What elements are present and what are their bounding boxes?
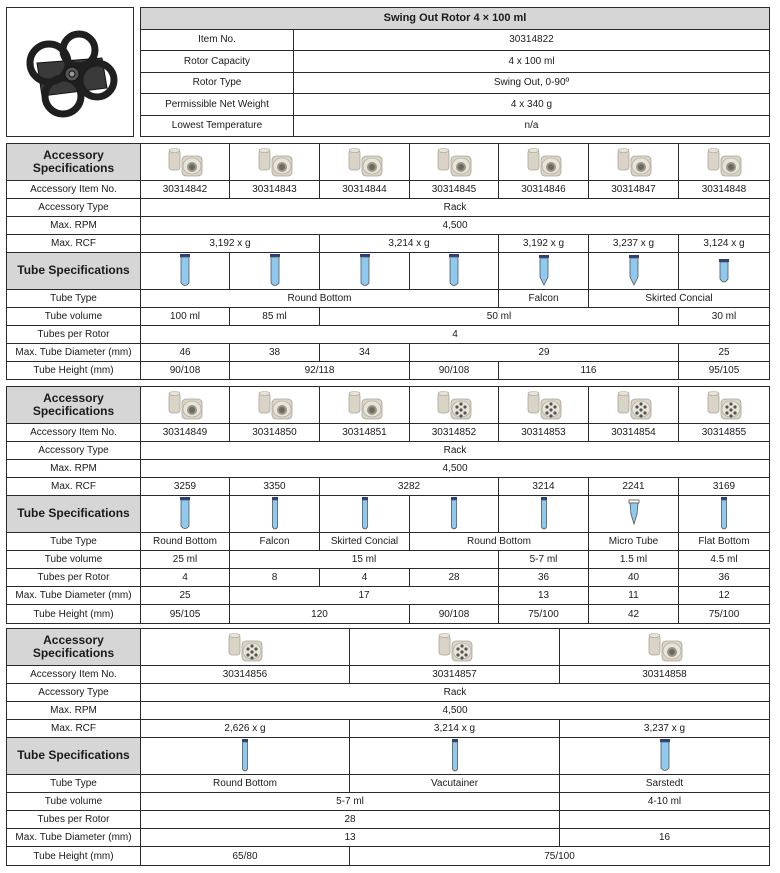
volume-cell: 5-7 ml [499, 551, 589, 569]
accessory-spec-heading: Accessory Specifications [7, 629, 141, 666]
diameter-cell: 46 [141, 344, 230, 362]
tube-icon [230, 496, 320, 533]
diameter-cell: 13 [141, 829, 560, 847]
tubes-per-rotor-label: Tubes per Rotor [7, 326, 141, 344]
tube-height-label: Tube Height (mm) [7, 362, 141, 380]
rack-adapter-icon [230, 387, 320, 424]
rcf-cell: 3,214 x g [320, 235, 499, 253]
height-cell: 42 [589, 605, 679, 624]
max-diameter-label: Max. Tube Diameter (mm) [7, 829, 141, 847]
volume-cell: 85 ml [230, 308, 320, 326]
rack-adapter-icon [589, 387, 679, 424]
max-rcf-label: Max. RCF [7, 720, 141, 738]
tubes-cell: 4 [320, 569, 410, 587]
swing-out-rotor-image [7, 8, 133, 136]
tubes-cell: 40 [589, 569, 679, 587]
tubes-per-rotor-value: 4 [141, 326, 770, 344]
diameter-cell: 29 [410, 344, 679, 362]
height-cell: 75/100 [679, 605, 770, 624]
item-cell: 30314843 [230, 181, 320, 199]
max-rpm-label: Max. RPM [7, 460, 141, 478]
net-weight-value: 4 x 340 g [294, 94, 770, 116]
tube-type-cell: Skirted Concial [589, 290, 770, 308]
diameter-cell: 16 [560, 829, 770, 847]
accessory-type-value: Rack [141, 684, 770, 702]
volume-cell: 25 ml [141, 551, 230, 569]
tube-type-cell: Round Bottom [410, 533, 589, 551]
item-cell: 30314858 [560, 666, 770, 684]
item-cell: 30314847 [589, 181, 679, 199]
diameter-cell: 25 [679, 344, 770, 362]
rotor-image [6, 7, 134, 137]
rcf-cell: 3,192 x g [141, 235, 320, 253]
rack-adapter-icon [141, 387, 230, 424]
max-diameter-label: Max. Tube Diameter (mm) [7, 344, 141, 362]
item-cell: 30314850 [230, 424, 320, 442]
tube-icon [679, 253, 770, 290]
diameter-cell: 17 [230, 587, 499, 605]
tubes-cell: 36 [499, 569, 589, 587]
tube-type-cell: Vacutainer [350, 775, 560, 793]
tube-type-label: Tube Type [7, 290, 141, 308]
item-cell: 30314845 [410, 181, 499, 199]
item-cell: 30314849 [141, 424, 230, 442]
item-cell: 30314853 [499, 424, 589, 442]
volume-cell: 4-10 ml [560, 793, 770, 811]
tube-volume-label: Tube volume [7, 793, 141, 811]
tubes-per-rotor-label: Tubes per Rotor [7, 811, 141, 829]
tube-type-cell: Skirted Concial [320, 533, 410, 551]
lowest-temp-label: Lowest Temperature [141, 115, 294, 137]
tube-icon [410, 253, 499, 290]
item-cell: 30314842 [141, 181, 230, 199]
rotor-type-label: Rotor Type [141, 72, 294, 94]
tube-height-label: Tube Height (mm) [7, 847, 141, 866]
diameter-cell: 38 [230, 344, 320, 362]
tube-type-cell: Falcon [230, 533, 320, 551]
tube-type-cell: Round Bottom [141, 775, 350, 793]
diameter-cell: 13 [499, 587, 589, 605]
max-rpm-label: Max. RPM [7, 702, 141, 720]
rotor-capacity-value: 4 x 100 ml [294, 51, 770, 73]
accessory-table-3 [6, 628, 770, 866]
item-cell: 30314852 [410, 424, 499, 442]
rack-adapter-icon [141, 144, 230, 181]
tube-icon [589, 496, 679, 533]
tube-type-cell: Micro Tube [589, 533, 679, 551]
rack-adapter-icon [230, 144, 320, 181]
item-cell: 30314856 [141, 666, 350, 684]
rack-adapter-icon [320, 144, 410, 181]
rotor-capacity-label: Rotor Capacity [141, 51, 294, 73]
tube-type-label: Tube Type [7, 775, 141, 793]
volume-cell: 4.5 ml [679, 551, 770, 569]
rack-adapter-icon [560, 629, 770, 666]
tubes-cell: 28 [410, 569, 499, 587]
accessory-table-1 [6, 143, 770, 380]
volume-cell: 100 ml [141, 308, 230, 326]
rotor-type-value: Swing Out, 0-90º [294, 72, 770, 94]
item-no-value: 30314822 [294, 29, 770, 51]
height-cell: 90/108 [410, 605, 499, 624]
item-cell: 30314857 [350, 666, 560, 684]
diameter-cell: 34 [320, 344, 410, 362]
tube-icon [410, 496, 499, 533]
height-cell: 65/80 [141, 847, 350, 866]
tube-icon [350, 738, 560, 775]
height-cell: 120 [230, 605, 410, 624]
tube-icon [320, 253, 410, 290]
tube-spec-heading: Tube Specifications [7, 253, 141, 290]
item-cell: 30314848 [679, 181, 770, 199]
tube-icon [141, 738, 350, 775]
tube-type-cell: Sarstedt [560, 775, 770, 793]
rcf-cell: 3214 [499, 478, 589, 496]
net-weight-label: Permissible Net Weight [141, 94, 294, 116]
tube-type-cell: Round Bottom [141, 533, 230, 551]
tube-type-cell: Flat Bottom [679, 533, 770, 551]
accessory-table-2 [6, 386, 770, 624]
tubes-cell: 36 [679, 569, 770, 587]
accessory-spec-heading: Accessory Specifications [7, 387, 141, 424]
rcf-cell: 3,192 x g [499, 235, 589, 253]
accessory-type-value: Rack [141, 199, 770, 217]
rcf-cell: 2241 [589, 478, 679, 496]
tubes-cell: 4 [141, 569, 230, 587]
tube-icon [499, 496, 589, 533]
rack-adapter-icon [320, 387, 410, 424]
rack-adapter-icon [141, 629, 350, 666]
tube-spec-heading: Tube Specifications [7, 496, 141, 533]
max-rcf-label: Max. RCF [7, 235, 141, 253]
tube-icon [141, 253, 230, 290]
accessory-spec-heading: Accessory Specifications [7, 144, 141, 181]
tubes-per-rotor-label: Tubes per Rotor [7, 569, 141, 587]
tube-icon [141, 496, 230, 533]
tube-icon [589, 253, 679, 290]
item-no-label: Item No. [141, 29, 294, 51]
tube-icon [499, 253, 589, 290]
max-rpm-value: 4,500 [141, 460, 770, 478]
volume-cell: 15 ml [230, 551, 499, 569]
max-rpm-value: 4,500 [141, 702, 770, 720]
accessory-type-label: Accessory Type [7, 442, 141, 460]
lowest-temp-value: n/a [294, 115, 770, 137]
rotor-header-table [140, 7, 770, 137]
rcf-cell: 3350 [230, 478, 320, 496]
tube-icon [560, 738, 770, 775]
height-cell: 90/108 [410, 362, 499, 380]
item-cell: 30314851 [320, 424, 410, 442]
rcf-cell: 3,214 x g [350, 720, 560, 738]
max-rpm-label: Max. RPM [7, 217, 141, 235]
rack-adapter-icon [589, 144, 679, 181]
tube-height-label: Tube Height (mm) [7, 605, 141, 624]
rcf-cell: 3,124 x g [679, 235, 770, 253]
diameter-cell: 12 [679, 587, 770, 605]
tube-spec-heading: Tube Specifications [7, 738, 141, 775]
accessory-type-label: Accessory Type [7, 199, 141, 217]
rcf-cell: 3,237 x g [560, 720, 770, 738]
rack-adapter-icon [499, 144, 589, 181]
tube-icon [320, 496, 410, 533]
volume-cell: 50 ml [320, 308, 679, 326]
rack-adapter-icon [499, 387, 589, 424]
rcf-cell: 3282 [320, 478, 499, 496]
diameter-cell: 25 [141, 587, 230, 605]
tube-icon [679, 496, 770, 533]
accessory-item-no-label: Accessory Item No. [7, 424, 141, 442]
rcf-cell: 2,626 x g [141, 720, 350, 738]
height-cell: 95/105 [679, 362, 770, 380]
rack-adapter-icon [410, 144, 499, 181]
tube-type-cell: Round Bottom [141, 290, 499, 308]
diameter-cell: 11 [589, 587, 679, 605]
item-cell: 30314844 [320, 181, 410, 199]
volume-cell: 30 ml [679, 308, 770, 326]
max-diameter-label: Max. Tube Diameter (mm) [7, 587, 141, 605]
rcf-cell: 3259 [141, 478, 230, 496]
rotor-title: Swing Out Rotor 4 × 100 ml [141, 8, 770, 30]
tubes-per-rotor-value: 28 [141, 811, 560, 829]
accessory-type-label: Accessory Type [7, 684, 141, 702]
height-cell: 75/100 [499, 605, 589, 624]
height-cell: 75/100 [350, 847, 770, 866]
tubes-cell-empty [560, 811, 770, 829]
item-cell: 30314854 [589, 424, 679, 442]
accessory-item-no-label: Accessory Item No. [7, 666, 141, 684]
rack-adapter-icon [410, 387, 499, 424]
rcf-cell: 3169 [679, 478, 770, 496]
height-cell: 116 [499, 362, 679, 380]
tube-icon [230, 253, 320, 290]
tube-volume-label: Tube volume [7, 308, 141, 326]
rack-adapter-icon [679, 387, 770, 424]
volume-cell: 1.5 ml [589, 551, 679, 569]
tube-type-cell: Falcon [499, 290, 589, 308]
max-rcf-label: Max. RCF [7, 478, 141, 496]
tube-type-label: Tube Type [7, 533, 141, 551]
tubes-cell: 8 [230, 569, 320, 587]
height-cell: 95/105 [141, 605, 230, 624]
item-cell: 30314855 [679, 424, 770, 442]
rack-adapter-icon [679, 144, 770, 181]
height-cell: 92/118 [230, 362, 410, 380]
accessory-type-value: Rack [141, 442, 770, 460]
rcf-cell: 3,237 x g [589, 235, 679, 253]
volume-cell: 5-7 ml [141, 793, 560, 811]
rack-adapter-icon [350, 629, 560, 666]
accessory-item-no-label: Accessory Item No. [7, 181, 141, 199]
max-rpm-value: 4,500 [141, 217, 770, 235]
item-cell: 30314846 [499, 181, 589, 199]
tube-volume-label: Tube volume [7, 551, 141, 569]
height-cell: 90/108 [141, 362, 230, 380]
